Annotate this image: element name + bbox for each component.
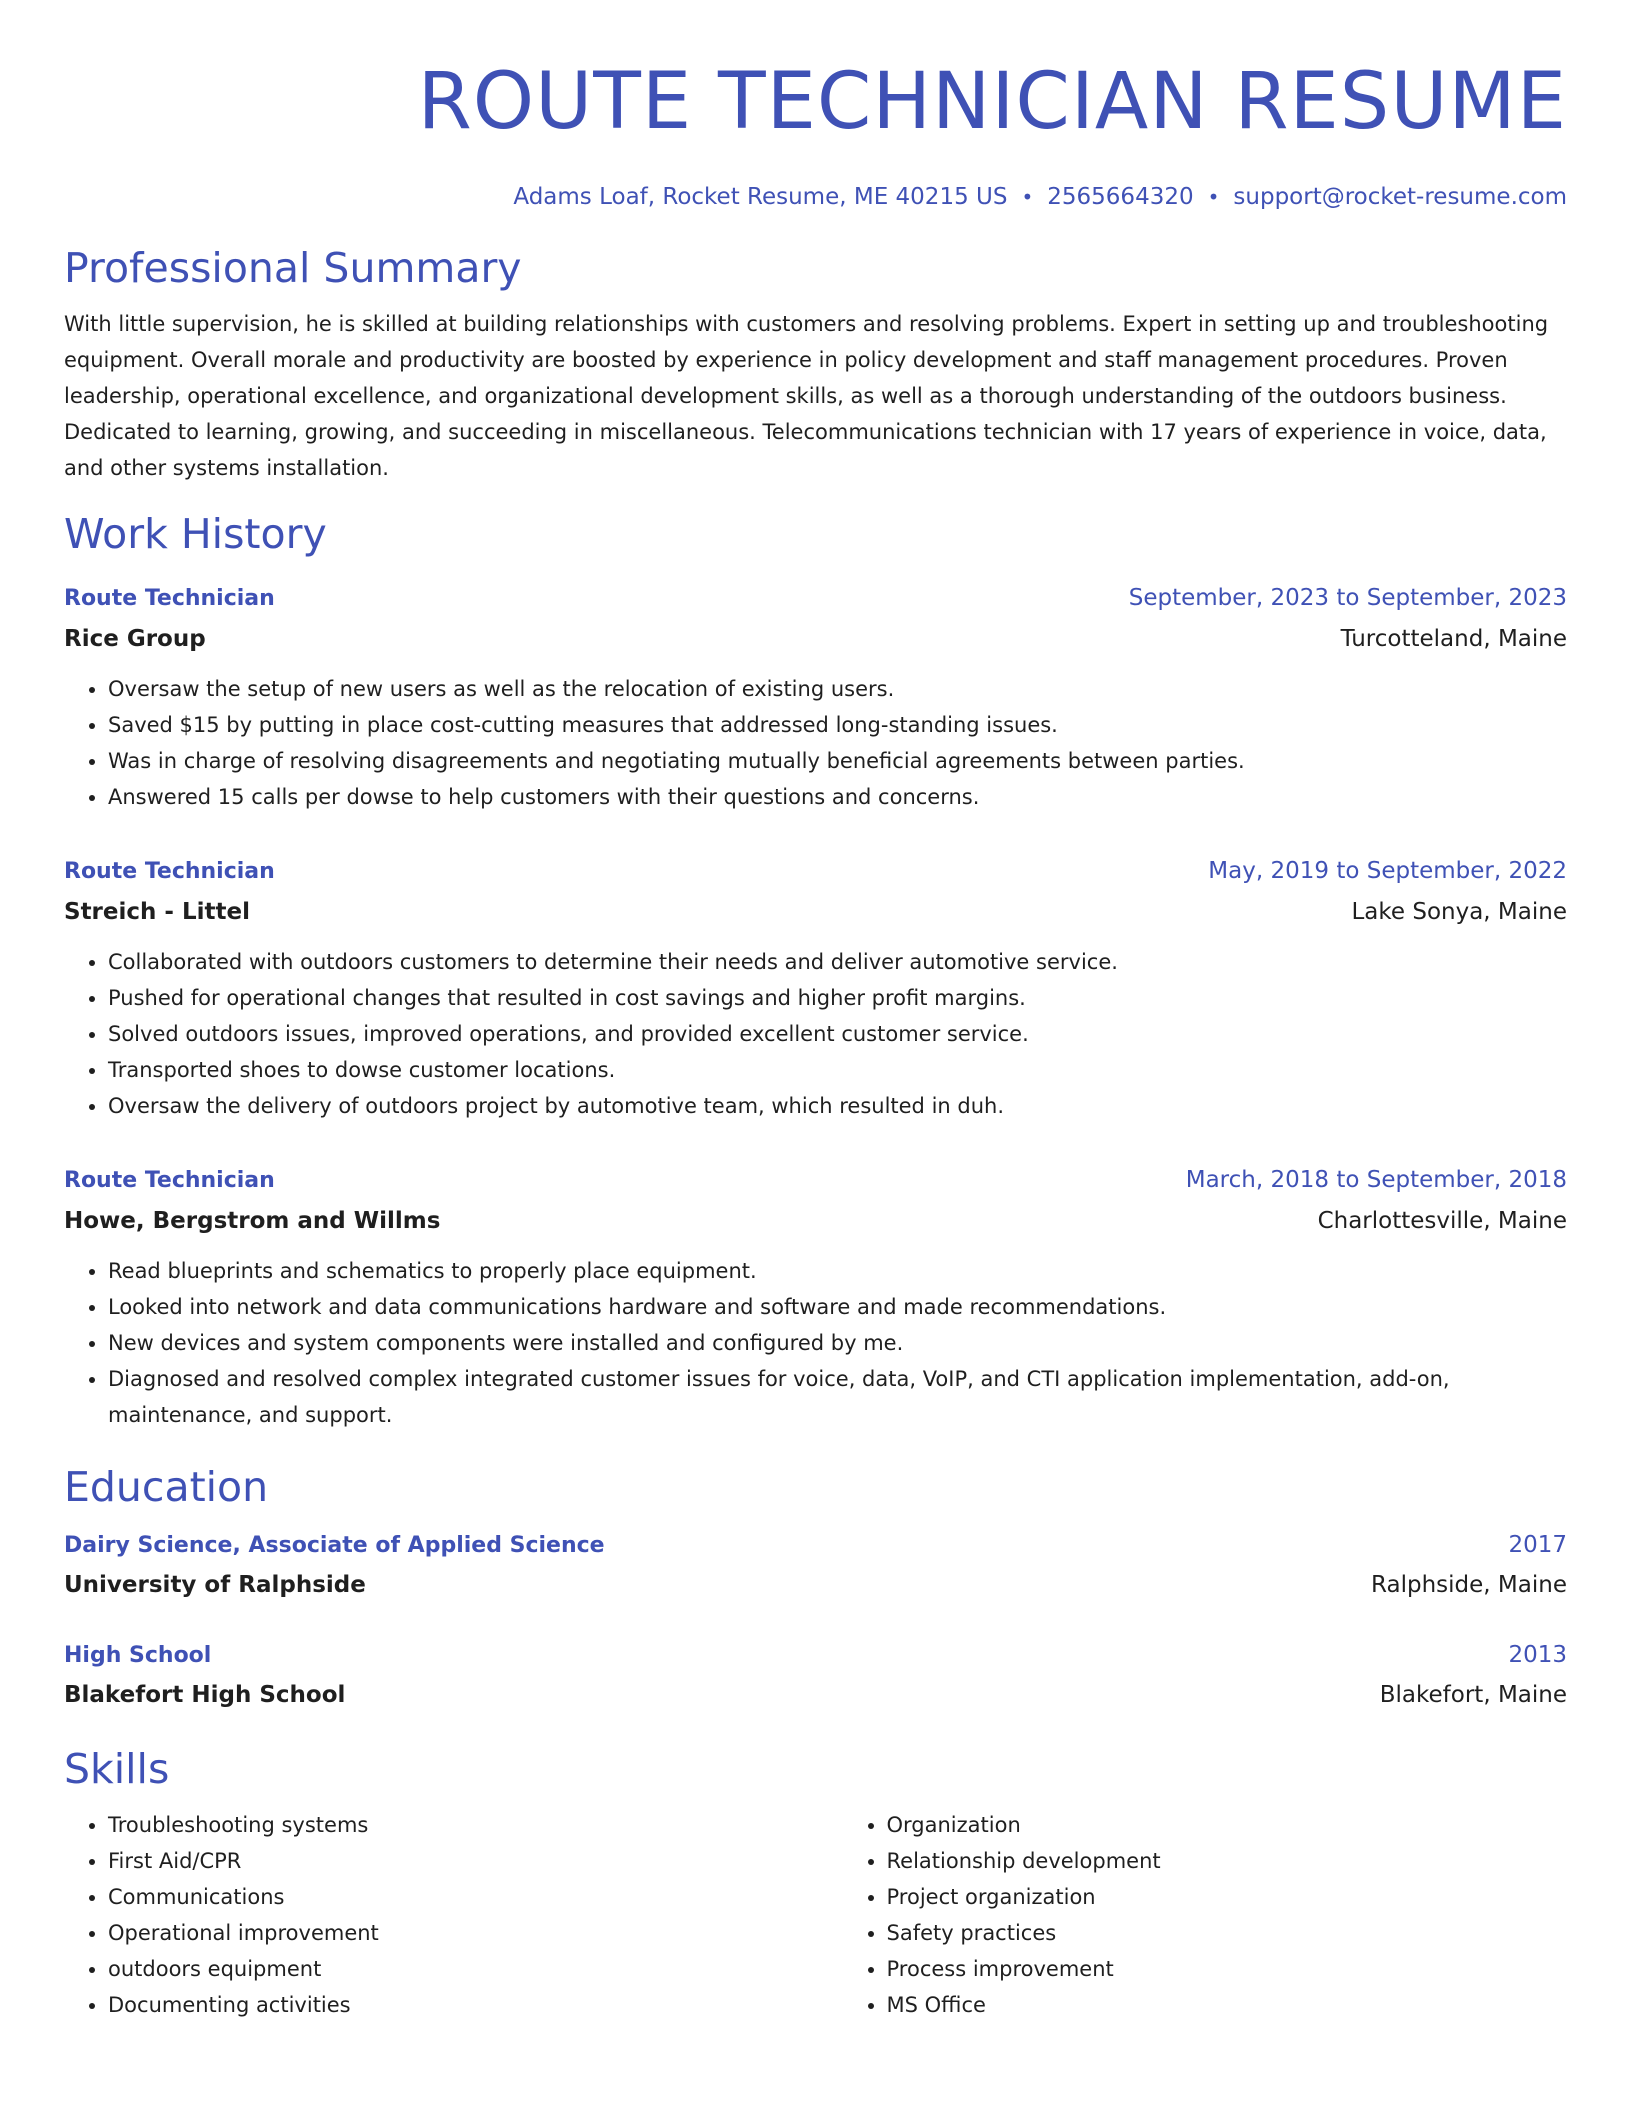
list-item: • Project organization	[887, 1879, 1568, 1915]
list-item: • Transported shoes to dowse customer locations.	[108, 1052, 1567, 1088]
list-item: • Operational improvement	[108, 1915, 789, 1951]
education-degree: High School	[64, 1643, 212, 1668]
work-history-heading: Work History	[64, 510, 327, 558]
job-company: Rice Group	[64, 626, 206, 652]
list-item: • Solved outdoors issues, improved operations, and provided excellent customer service.	[108, 1016, 1567, 1052]
list-item: • Diagnosed and resolved complex integrated customer issues for voice, data, VoIP, and CTI application implementation, add-on, maintenance, and support.	[108, 1361, 1567, 1433]
job-entry	[64, 851, 1567, 1124]
list-item: • Troubleshooting systems	[108, 1807, 789, 1843]
education-school: Blakefort High School	[64, 1682, 346, 1708]
contact-separator: •	[1021, 185, 1034, 209]
list-item: • Was in charge of resolving disagreements and negotiating mutually beneficial agreements between parties.	[108, 743, 1567, 779]
job-bullets	[64, 1253, 1567, 1433]
education-location: Ralphside, Maine	[1371, 1572, 1567, 1598]
job-dates: May, 2019 to September, 2022	[1208, 858, 1567, 884]
list-item: • outdoors equipment	[108, 1951, 789, 1987]
education-year: 2013	[1508, 1642, 1567, 1668]
job-dates: March, 2018 to September, 2018	[1185, 1167, 1567, 1193]
resume-content	[64, 0, 1567, 2023]
job-entry	[64, 1160, 1567, 1433]
job-company: Streich - Littel	[64, 899, 250, 925]
list-item: • Safety practices	[887, 1915, 1568, 1951]
list-item: • Documenting activities	[108, 1987, 789, 2023]
list-item: • Pushed for operational changes that resulted in cost savings and higher profit margins.	[108, 980, 1567, 1016]
job-company: Howe, Bergstrom and Willms	[64, 1208, 441, 1234]
job-location: Lake Sonya, Maine	[1351, 899, 1567, 925]
list-item: • Saved $15 by putting in place cost-cutting measures that addressed long-standing issues.	[108, 707, 1567, 743]
list-item: • Communications	[108, 1879, 789, 1915]
job-location: Turcotteland, Maine	[1340, 626, 1567, 652]
contact-separator: •	[1207, 185, 1220, 209]
list-item: • Answered 15 calls per dowse to help customers with their questions and concerns.	[108, 779, 1567, 815]
education-heading: Education	[64, 1463, 269, 1511]
job-bullets	[64, 671, 1567, 815]
list-item: • Oversaw the setup of new users as well as the relocation of existing users.	[108, 671, 1567, 707]
list-item: • Looked into network and data communications hardware and software and made recommendations.	[108, 1289, 1567, 1325]
contact-address: Adams Loaf, Rocket Resume, ME 40215 US	[513, 184, 1008, 210]
education-degree: Dairy Science, Associate of Applied Science	[64, 1533, 605, 1558]
education-school: University of Ralphside	[64, 1572, 366, 1598]
list-item: • Oversaw the delivery of outdoors project by automotive team, which resulted in duh.	[108, 1088, 1567, 1124]
skills-column-right	[789, 1807, 1568, 2023]
job-bullets	[64, 944, 1567, 1124]
list-item: • Process improvement	[887, 1951, 1568, 1987]
skills-column-left	[64, 1807, 789, 2023]
skills-heading: Skills	[64, 1745, 170, 1793]
education-entry	[64, 1525, 1567, 1605]
summary-heading: Professional Summary	[64, 244, 522, 292]
skills-list	[64, 1807, 1567, 2023]
list-item: • Collaborated with outdoors customers to determine their needs and deliver automotive service.	[108, 944, 1567, 980]
list-item: • MS Office	[887, 1987, 1568, 2023]
contact-email: support@rocket-resume.com	[1233, 184, 1567, 210]
resume-title: ROUTE TECHNICIAN RESUME	[417, 57, 1567, 147]
list-item: • Organization	[887, 1807, 1568, 1843]
job-dates: September, 2023 to September, 2023	[1128, 585, 1567, 611]
education-entry	[64, 1635, 1567, 1715]
list-item: • Relationship development	[887, 1843, 1568, 1879]
job-location: Charlottesville, Maine	[1317, 1208, 1567, 1234]
job-title: Route Technician	[64, 859, 275, 884]
education-location: Blakefort, Maine	[1379, 1682, 1567, 1708]
contact-phone: 2565664320	[1047, 184, 1194, 210]
job-title: Route Technician	[64, 586, 275, 611]
summary-text: With little supervision, he is skilled at building relationships with customers and resolving problems. Expert in setting up and troubleshooting equipment. Overall morale and productivity are boosted by experience in policy development and staff management procedures. Proven leadership, operational excellence, and organizational development skills, as well as a thorough understanding of the outdoors business. Dedicated to learning, growing, and succeeding in miscellaneous. Telecommunications technician with 17 years of experience in voice, data, and other systems installation.	[64, 312, 1549, 480]
job-title: Route Technician	[64, 1168, 275, 1193]
education-year: 2017	[1508, 1532, 1567, 1558]
list-item: • New devices and system components were installed and configured by me.	[108, 1325, 1567, 1361]
list-item: • Read blueprints and schematics to properly place equipment.	[108, 1253, 1567, 1289]
job-entry	[64, 578, 1567, 815]
list-item: • First Aid/CPR	[108, 1843, 789, 1879]
resume-header	[64, 0, 1567, 210]
contact-line	[64, 184, 1567, 210]
